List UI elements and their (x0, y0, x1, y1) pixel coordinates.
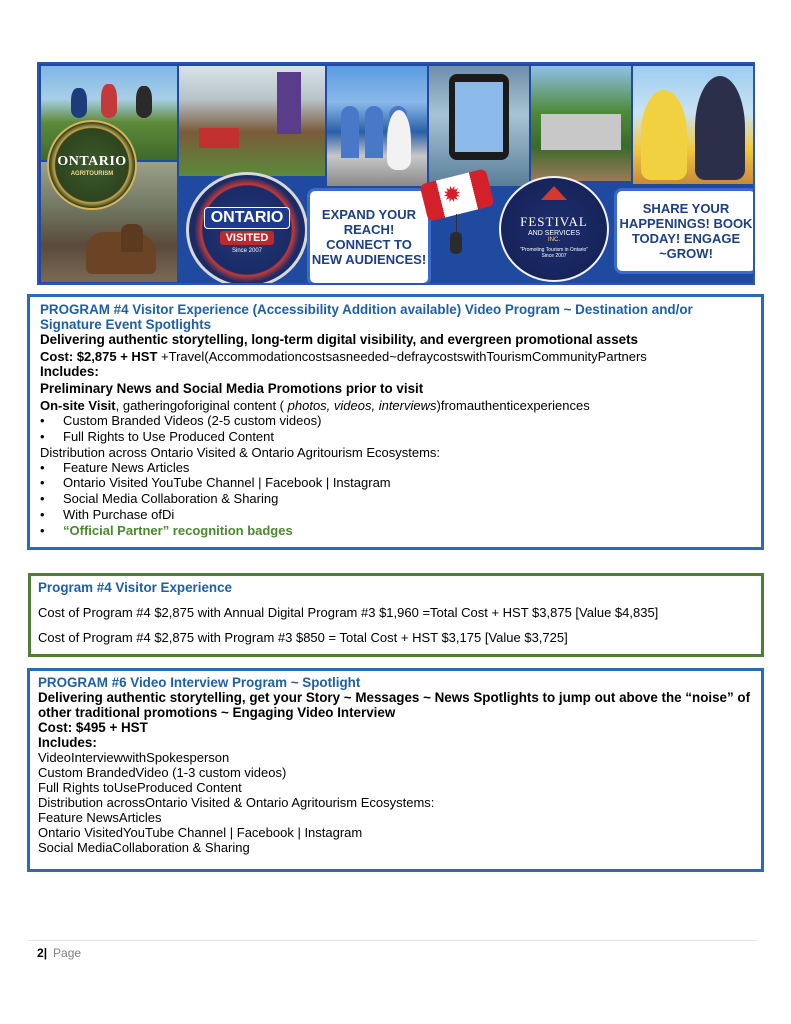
cyclist-figure (136, 86, 152, 118)
silo-shape (365, 106, 383, 158)
photo-couple (633, 66, 753, 184)
bullet-icon: • (40, 475, 45, 491)
program4-title: PROGRAM #4 Visitor Experience (Accessibility Addition available) Video Program ~ Destination and/or Signature Event Spotlights (40, 302, 693, 332)
bullet-icon: • (40, 428, 45, 444)
list-item-text: Social Media Collaboration & Sharing (63, 491, 279, 507)
list-item-text: Full Rights to Use Produced Content (63, 428, 274, 444)
photo-streetscape (179, 66, 325, 176)
list-item (40, 507, 751, 523)
program6-item: VideoInterviewwithSpokesperson (38, 750, 230, 765)
logo-line-visited: VISITED (220, 231, 275, 245)
program4-cost-detail: +Travel(Accommodationcostsasneeded~defraycostswithTourismCommunityPartners (161, 349, 647, 364)
logo-title: ONTARIO (57, 153, 127, 169)
bullet-icon: • (40, 506, 45, 522)
onsite-italic: photos, videos, interviews (287, 398, 437, 413)
bullet-icon: • (40, 522, 45, 538)
list-item-text: With Purchase ofDi (63, 506, 175, 522)
footer-divider (28, 940, 757, 941)
program4-section (27, 294, 764, 550)
program4-cost-line (40, 349, 751, 364)
pricing-section (28, 573, 764, 657)
tent-icon (541, 186, 567, 200)
program6-item: Ontario VisitedYouTube Channel | Facebook | Instagram (38, 825, 363, 840)
program4-preliminary: Preliminary News and Social Media Promotions prior to visit (40, 381, 424, 396)
festival-title: FESTIVAL (520, 213, 588, 229)
onsite-text: , gatheringoforiginal content ( (115, 398, 285, 413)
list-item (40, 413, 751, 429)
list-item (40, 523, 751, 539)
callout-text: EXPAND YOUR REACH! CONNECT TO NEW AUDIENCES! (311, 207, 427, 267)
page-number: 2 (37, 946, 44, 960)
program6-item: Social MediaCollaboration & Sharing (38, 840, 250, 855)
person-figure (641, 90, 687, 180)
list-item (40, 491, 751, 507)
program4-subtitle: Delivering authentic storytelling, long-term digital visibility, and evergreen promotional assets (40, 332, 638, 347)
pricing-title: Program #4 Visitor Experience (38, 580, 233, 595)
list-item (40, 429, 751, 445)
page-word: Page (53, 946, 82, 960)
list-item (40, 460, 751, 476)
festival-services: SERVICES (544, 229, 580, 237)
program6-cost: Cost: $495 + HST (38, 720, 148, 735)
program6-includes-label: Includes: (38, 735, 97, 750)
pricing-line: Cost of Program #4 $2,875 with Annual Digital Program #3 $1,960 =Total Cost + HST $3,875 [Value $4,835] (38, 605, 659, 620)
festival-and: AND (527, 229, 543, 237)
ontario-agritourism-logo (47, 120, 137, 210)
festival-services-logo (499, 176, 609, 282)
logo-line-ontario: ONTARIO (204, 207, 291, 229)
onsite-text-end: )fromauthenticexperiences (436, 398, 590, 413)
pricing-line: Cost of Program #4 $2,875 with Program #3 $850 = Total Cost + HST $3,175 [Value $3,725] (38, 630, 568, 645)
program6-item: Custom BrandedVideo (1-3 custom videos) (38, 765, 287, 780)
callout-text: SHARE YOUR HAPPENINGS! BOOK TODAY! ENGAGE ~GROW! (619, 201, 753, 261)
cyclist-figure (71, 88, 87, 118)
chairs-shape (199, 128, 239, 148)
photo-market (531, 66, 631, 181)
program4-cost: Cost: $2,875 + HST (40, 349, 158, 364)
logo-subtitle: AGRITOURISM (70, 170, 114, 177)
festival-tagline: "Promoting Tourism in Ontario" Since 2007 (519, 246, 589, 259)
photo-phone-screen (429, 66, 529, 186)
photo-photographer (327, 66, 427, 186)
cyclist-figure (101, 84, 117, 118)
list-item-text: Custom Branded Videos (2-5 custom videos) (63, 413, 322, 428)
page-footer (37, 946, 81, 960)
festival-inc: INC. (548, 236, 560, 243)
person-figure (695, 76, 745, 180)
phone-screen-shape (455, 82, 503, 152)
silo-shape (341, 106, 359, 158)
bullet-icon: • (40, 491, 45, 507)
bullet-icon: • (40, 413, 45, 428)
partner-badge-text: “Official Partner” recognition badges (63, 522, 293, 538)
horse-head-shape (121, 224, 143, 252)
program4-includes-label: Includes: (40, 364, 99, 379)
ontario-visited-logo (186, 172, 308, 285)
photographer-figure (387, 110, 411, 170)
promo-banner (37, 62, 755, 285)
program6-subtitle: Delivering authentic storytelling, get your Story ~ Messages ~ News Spotlights to jump out above the “noise” of other traditional promotions ~ Engaging Video Interview (38, 690, 751, 720)
program6-title: PROGRAM #6 Video Interview Program ~ Spotlight (38, 675, 361, 690)
list-item (40, 475, 751, 491)
list-item-text: Feature News Articles (63, 459, 190, 475)
building-shape (541, 114, 621, 150)
banner-flag-shape (277, 72, 301, 134)
festival-and-services (528, 230, 580, 237)
program6-item: Distribution acrossOntario Visited & Ontario Agritourism Ecosystems: (38, 795, 435, 810)
bullet-icon: • (40, 459, 45, 475)
onsite-label: On-site Visit (40, 398, 116, 413)
program4-onsite-line (40, 398, 751, 413)
list-item-text: Ontario Visited YouTube Channel | Facebook | Instagram (63, 475, 391, 491)
expand-reach-callout (307, 188, 431, 285)
skydiver-figure (450, 232, 462, 254)
share-happenings-callout (614, 188, 755, 274)
program6-section (27, 668, 764, 872)
logo-since: Since 2007 (231, 247, 263, 254)
program6-item: Full Rights toUseProduced Content (38, 780, 242, 795)
program4-distribution: Distribution across Ontario Visited & Ontario Agritourism Ecosystems: (40, 444, 441, 460)
program6-item: Feature NewsArticles (38, 810, 162, 825)
page-separator: | (43, 946, 48, 960)
maple-leaf-icon: ✹ (440, 180, 465, 209)
